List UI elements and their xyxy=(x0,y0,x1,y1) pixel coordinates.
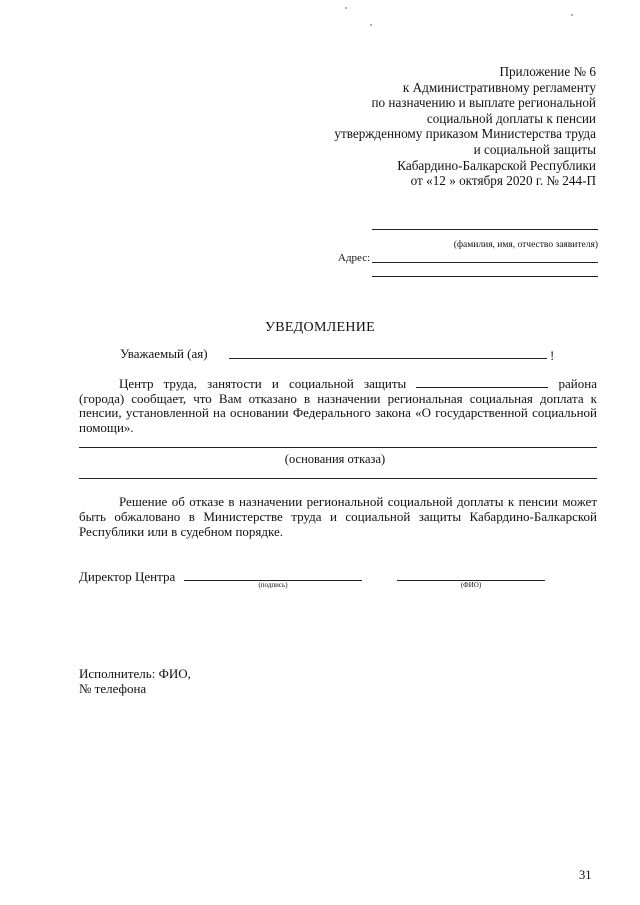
appendix-line: Кабардино-Балкарской Республики xyxy=(397,157,596,173)
scan-speck xyxy=(370,24,372,26)
notice-paragraph-refusal xyxy=(79,377,597,435)
greeting-exclamation: ! xyxy=(550,348,555,363)
appendix-line: и социальной защиты xyxy=(473,141,596,157)
refusal-text xyxy=(79,377,597,435)
refusal-text-part1: Центр труда, занятости и социальной защиты xyxy=(119,376,407,391)
executor-name: Исполнитель: ФИО, xyxy=(79,666,191,681)
appendix-block xyxy=(276,64,596,189)
appendix-line: социальной доплаты к пенсии xyxy=(426,110,596,126)
greeting-name-line xyxy=(229,358,547,359)
appendix-line: Приложение № 6 xyxy=(499,64,596,79)
reason-line xyxy=(79,478,597,479)
address-line xyxy=(372,276,598,277)
executor-phone: № телефона xyxy=(79,681,147,696)
fio-caption: (ФИО) xyxy=(460,581,482,589)
director-label: Директор Центра xyxy=(79,569,176,584)
address-label: Адрес: xyxy=(338,252,371,264)
notice-title: УВЕДОМЛЕНИЕ xyxy=(264,320,376,335)
greeting: Уважаемый (ая) xyxy=(120,346,208,361)
applicant-name-line xyxy=(372,229,598,230)
notice-paragraph-appeal: Решение об отказе в назначении региональной социальной доплаты к пенсии может быть обжаловано в Министерстве труда и социальной защиты Кабардино-Балкарской Республики или в судебном порядке. xyxy=(79,494,597,539)
district-blank-line xyxy=(416,377,548,388)
page-number: 31 xyxy=(579,868,592,882)
appendix-line: от «12 » октября 2020 г. № 244-П xyxy=(410,173,596,189)
applicant-caption: (фамилия, имя, отчество заявителя) xyxy=(453,240,598,250)
executor-block xyxy=(79,666,191,696)
address-line xyxy=(372,262,598,263)
appendix-line: утвержденному приказом Министерства труда xyxy=(334,126,596,142)
appendix-line: к Административному регламенту xyxy=(402,79,596,95)
reason-caption: (основания отказа) xyxy=(284,452,386,466)
signature-caption: (подпись) xyxy=(258,581,288,589)
scan-speck xyxy=(345,7,347,9)
refusal-text-part2: района (города) сообщает, что Вам отказано в назначении региональная социальная доплата к пенсии, установленной на основании Федерального закона «О государственной социальной помощи». xyxy=(79,376,597,435)
appendix-line: по назначению и выплате региональной xyxy=(371,95,596,111)
reason-line xyxy=(79,447,597,448)
scan-speck xyxy=(571,14,573,16)
